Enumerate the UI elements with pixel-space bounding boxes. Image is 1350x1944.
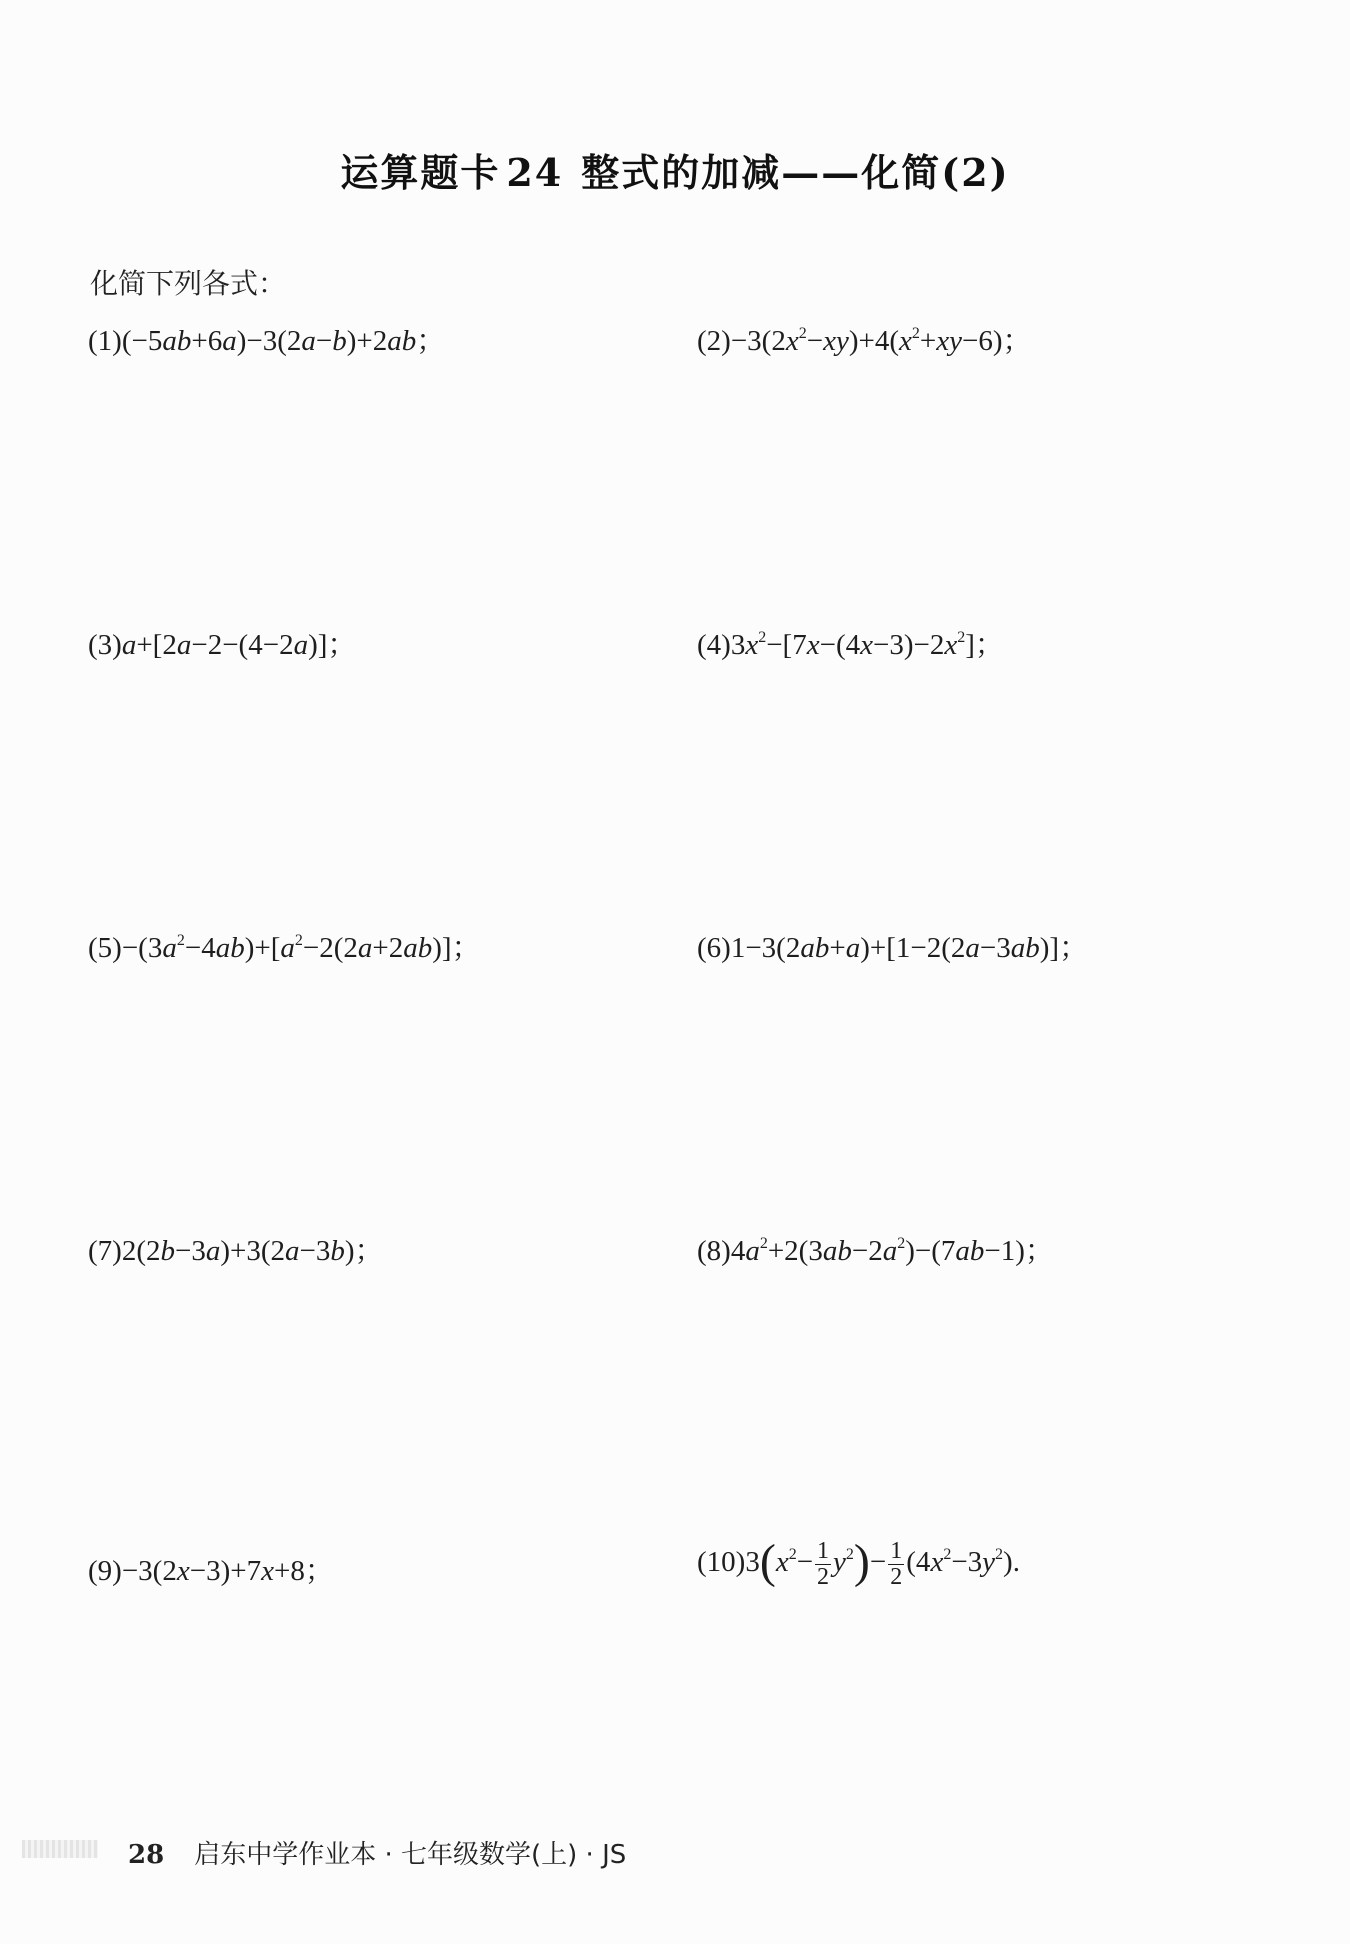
problem-label: (8) xyxy=(697,1235,731,1267)
problem-2: $(2)-3(2x^2-xy)+4(x^2+xy-6)$； xyxy=(697,325,1032,357)
problem-label: (7) xyxy=(88,1235,122,1267)
problem-label: (6) xyxy=(697,932,731,964)
problem-1: (1)(−5ab+6a)−3(2a−b)+2ab； xyxy=(88,325,446,357)
problem-10: $(10)3(x^2-$ $\frac{1}{2}$ $y^2)-$ $\frac{1}{2}$ $(4x^2-3y^2)$. xyxy=(697,1535,1020,1590)
page-title xyxy=(0,142,1350,197)
instruction-text: 化简下列各式： xyxy=(90,267,287,300)
page-footer xyxy=(128,1834,626,1871)
fraction-half: $\frac{1}{2}$ xyxy=(817,1537,830,1590)
problem-9: (9)−3(2x−3)+7x+8； xyxy=(88,1555,334,1587)
problem-5: $(5)-(3a^2-4ab)+[a^2-2(2a+2ab)]$； xyxy=(88,932,481,964)
problem-label: (10) xyxy=(697,1546,746,1578)
fraction-half: $\frac{1}{2}$ xyxy=(890,1537,903,1590)
problem-6: (6)1−3(2ab+a)+[1−2(2a−3ab)]； xyxy=(697,932,1089,964)
problem-label: (9) xyxy=(88,1555,122,1587)
book-title: 启东中学作业本 · 七年级数学(上) · JS xyxy=(194,1840,627,1870)
problem-8: $(8)4a^2+2(3ab-2a^2)-(7ab-1)$； xyxy=(697,1235,1054,1267)
problem-label: (5) xyxy=(88,932,122,964)
problem-3: (3)a+[2a−2−(4−2a)]； xyxy=(88,629,357,661)
problem-7: (7)2(2b−3a)+3(2a−3b)； xyxy=(88,1235,384,1267)
problem-label: (3) xyxy=(88,629,122,661)
problem-label: (4) xyxy=(697,629,731,661)
problem-4: $(4)3x^2-[7x-(4x-3)-2x^2]$； xyxy=(697,629,1004,661)
problem-label: (2) xyxy=(697,325,731,357)
title-topic: 整式的加减——化简(2) xyxy=(581,150,1010,195)
title-number: 24 xyxy=(506,150,564,195)
title-prefix: 运算题卡 xyxy=(340,150,501,195)
scan-mark xyxy=(22,1840,98,1858)
problem-label: (1) xyxy=(88,325,122,357)
page-number: 28 xyxy=(128,1840,165,1870)
